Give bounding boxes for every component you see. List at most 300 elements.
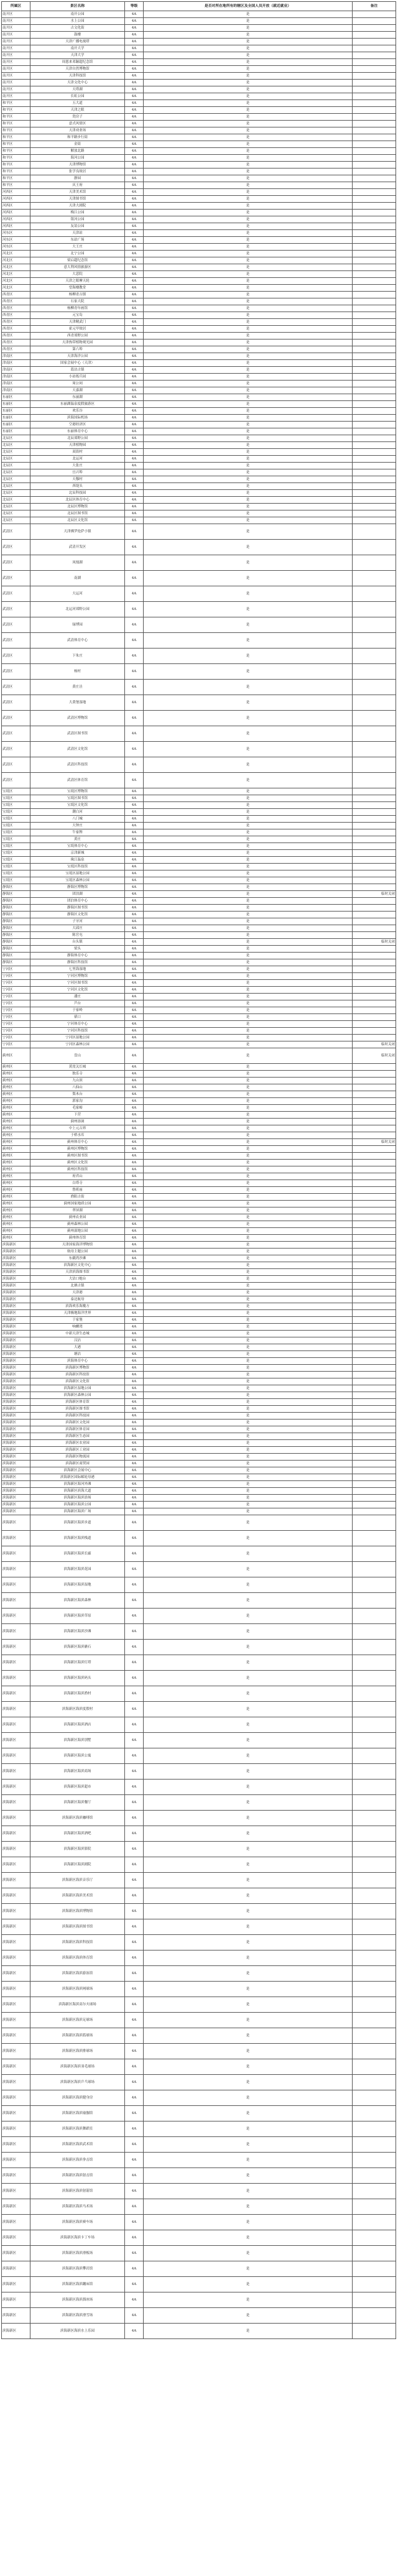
table-row [2, 2199, 396, 2215]
remarks-cell [353, 918, 396, 925]
open-status-cell: 是 [144, 1303, 353, 1310]
district-cell: 滨海新区 [2, 2090, 30, 2106]
district-cell: 西青区 [2, 298, 30, 305]
grade-cell: 4A [125, 251, 144, 257]
remarks-cell [353, 504, 396, 510]
district-cell: 和平区 [2, 169, 30, 175]
remarks-cell: 临时关闭 [353, 1048, 396, 1064]
grade-cell: 4A [125, 850, 144, 857]
attraction-name-cell: 滨海新区会展中心 [30, 1467, 125, 1474]
attraction-name-cell: 滨海新区海滨高尔夫球场 [30, 1997, 125, 2013]
grade-cell: 4A [125, 1413, 144, 1420]
district-cell: 和平区 [2, 141, 30, 148]
open-status-cell: 是 [144, 435, 353, 442]
table-row [2, 203, 396, 210]
grade-cell: 4A [125, 1269, 144, 1276]
remarks-cell [353, 271, 396, 278]
grade-cell: 4A [125, 1028, 144, 1035]
table-row [2, 1132, 396, 1139]
remarks-cell [353, 257, 396, 264]
table-row [2, 2292, 396, 2308]
open-status-cell: 是 [144, 843, 353, 850]
open-status-cell: 是 [144, 757, 353, 773]
remarks-cell [353, 107, 396, 114]
open-status-cell: 是 [144, 210, 353, 216]
attraction-name-cell: 俵口 [30, 1014, 125, 1021]
open-status-cell: 是 [144, 339, 353, 346]
open-status-cell: 是 [144, 829, 353, 836]
attraction-name-cell: 团泊体育中心 [30, 898, 125, 905]
open-status-cell: 是 [144, 216, 353, 223]
remarks-cell [353, 1249, 396, 1255]
remarks-cell [353, 773, 396, 788]
district-cell: 滨海新区 [2, 1399, 30, 1406]
remarks-cell [353, 1207, 396, 1214]
attraction-name-cell: 梅江公园 [30, 210, 125, 216]
open-status-cell: 是 [144, 1180, 353, 1187]
grade-cell: 4A [125, 1495, 144, 1502]
table-row [2, 401, 396, 408]
district-cell: 武清区 [2, 571, 30, 586]
district-cell: 南开区 [2, 45, 30, 52]
open-status-cell: 是 [144, 278, 353, 285]
attraction-name-cell: 北宁公园 [30, 251, 125, 257]
table-row [2, 422, 396, 428]
district-cell: 东丽区 [2, 408, 30, 415]
remarks-cell [353, 1780, 396, 1795]
table-header-row [2, 2, 396, 11]
open-status-cell: 是 [144, 114, 353, 121]
remarks-cell [353, 1255, 396, 1262]
attraction-name-cell: 府君山 [30, 1173, 125, 1180]
attraction-name-cell: 下营 [30, 1112, 125, 1119]
grade-cell: 4A [125, 182, 144, 189]
open-status-cell: 是 [144, 182, 353, 189]
open-status-cell: 是 [144, 1021, 353, 1028]
grade-cell: 4A [125, 1310, 144, 1317]
grade-cell: 4A [125, 891, 144, 898]
grade-cell: 4A [125, 73, 144, 80]
open-status-cell: 是 [144, 2199, 353, 2215]
grade-cell: 4A [125, 1733, 144, 1748]
remarks-cell [353, 216, 396, 223]
remarks-cell [353, 2121, 396, 2137]
open-status-cell: 是 [144, 1166, 353, 1173]
district-cell: 北辰区 [2, 476, 30, 483]
district-cell: 东丽区 [2, 415, 30, 422]
open-status-cell: 是 [144, 836, 353, 843]
attraction-name-cell: 滨海新区海滨草原 [30, 1609, 125, 1624]
grade-cell: 4A [125, 517, 144, 524]
grade-cell: 4A [125, 973, 144, 980]
open-status-cell: 是 [144, 1119, 353, 1125]
table-row [2, 1857, 396, 1873]
table-row [2, 490, 396, 497]
grade-cell: 4A [125, 1262, 144, 1269]
open-status-cell: 是 [144, 1324, 353, 1331]
table-row [2, 884, 396, 891]
table-row [2, 127, 396, 134]
district-cell: 滨海新区 [2, 1426, 30, 1433]
grade-cell: 4A [125, 932, 144, 939]
table-row [2, 442, 396, 449]
grade-cell: 4A [125, 1857, 144, 1873]
district-cell: 蓟州区 [2, 1064, 30, 1071]
district-cell: 武清区 [2, 773, 30, 788]
remarks-cell [353, 469, 396, 476]
grade-cell: 4A [125, 1904, 144, 1919]
table-row [2, 244, 396, 251]
remarks-cell [353, 1372, 396, 1378]
attraction-name-cell: 解放北路 [30, 148, 125, 155]
open-status-cell: 是 [144, 864, 353, 870]
remarks-cell [353, 966, 396, 973]
grade-cell: 4A [125, 1221, 144, 1228]
open-status-cell: 是 [144, 1982, 353, 1997]
attraction-name-cell: 静园 [30, 175, 125, 182]
grade-cell: 4A [125, 2137, 144, 2153]
table-row [2, 387, 396, 394]
table-row [2, 182, 396, 189]
grade-cell: 4A [125, 1531, 144, 1546]
table-row [2, 1269, 396, 1276]
remarks-cell [353, 141, 396, 148]
open-status-cell: 是 [144, 2075, 353, 2090]
grade-cell: 4A [125, 877, 144, 884]
district-cell: 河北区 [2, 251, 30, 257]
grade-cell: 4A [125, 1795, 144, 1811]
grade-cell: 4A [125, 1064, 144, 1071]
table-row [2, 1249, 396, 1255]
open-status-cell: 是 [144, 1276, 353, 1283]
grade-cell: 4A [125, 257, 144, 264]
open-status-cell: 是 [144, 2184, 353, 2199]
remarks-cell [353, 1166, 396, 1173]
district-cell: 滨海新区 [2, 1919, 30, 1935]
remarks-cell [353, 843, 396, 850]
district-cell: 滨海新区 [2, 2137, 30, 2153]
attraction-name-cell: 瓷房子 [30, 114, 125, 121]
district-cell: 滨海新区 [2, 1276, 30, 1283]
district-cell: 滨海新区 [2, 2308, 30, 2324]
open-status-cell: 是 [144, 2090, 353, 2106]
table-row [2, 2308, 396, 2324]
table-row [2, 823, 396, 829]
open-status-cell: 是 [144, 2121, 353, 2137]
table-row [2, 925, 396, 932]
attraction-name-cell: 滨海新区海滨蹦床馆 [30, 2277, 125, 2292]
remarks-cell [353, 435, 396, 442]
grade-cell: 4A [125, 1276, 144, 1283]
grade-cell: 4A [125, 2121, 144, 2137]
table-row [2, 1609, 396, 1624]
district-cell: 宁河区 [2, 973, 30, 980]
remarks-cell [353, 1454, 396, 1461]
grade-cell: 4A [125, 966, 144, 973]
attraction-name-cell: 银河公园 [30, 216, 125, 223]
open-status-cell: 是 [144, 1344, 353, 1351]
district-cell: 滨海新区 [2, 1242, 30, 1249]
remarks-cell [353, 230, 396, 237]
open-status-cell: 是 [144, 664, 353, 680]
district-cell: 静海区 [2, 939, 30, 946]
remarks-cell [353, 298, 396, 305]
grade-cell: 4A [125, 1420, 144, 1426]
remarks-cell [353, 162, 396, 169]
table-row [2, 1344, 396, 1351]
grade-cell: 4A [125, 1290, 144, 1296]
remarks-cell [353, 2292, 396, 2308]
grade-cell: 4A [125, 100, 144, 107]
district-cell: 滨海新区 [2, 1296, 30, 1303]
remarks-cell [353, 1461, 396, 1467]
grade-cell: 4A [125, 1454, 144, 1461]
open-status-cell: 是 [144, 1420, 353, 1426]
remarks-cell [353, 45, 396, 52]
grade-cell: 4A [125, 1160, 144, 1166]
grade-cell: 4A [125, 127, 144, 134]
grade-cell: 4A [125, 1655, 144, 1671]
attraction-name-cell: 西堤头 [30, 483, 125, 490]
remarks-cell [353, 1365, 396, 1372]
remarks-cell [353, 1235, 396, 1242]
district-cell: 蓟州区 [2, 1048, 30, 1064]
attraction-name-cell: 天津自然博物馆 [30, 66, 125, 73]
table-row [2, 2013, 396, 2028]
open-status-cell: 是 [144, 510, 353, 517]
open-status-cell: 是 [144, 504, 353, 510]
grade-cell: 4A [125, 1146, 144, 1153]
district-cell: 北辰区 [2, 449, 30, 456]
district-cell: 滨海新区 [2, 1454, 30, 1461]
open-status-cell: 是 [144, 1474, 353, 1481]
remarks-cell: 临时关闭 [353, 1139, 396, 1146]
table-row [2, 1324, 396, 1331]
remarks-cell [353, 1997, 396, 2013]
remarks-cell [353, 1105, 396, 1112]
attraction-name-cell: 天津之眼摩天轮 [30, 278, 125, 285]
table-row [2, 1317, 396, 1324]
district-cell: 南开区 [2, 32, 30, 39]
grade-cell: 4A [125, 1317, 144, 1324]
open-status-cell: 是 [144, 2215, 353, 2230]
open-status-cell: 是 [144, 59, 353, 66]
open-status-cell: 是 [144, 2059, 353, 2075]
remarks-cell [353, 52, 396, 59]
open-status-cell: 是 [144, 788, 353, 795]
open-status-cell: 是 [144, 305, 353, 312]
remarks-cell [353, 2277, 396, 2292]
grade-cell: 4A [125, 1091, 144, 1098]
attraction-name-cell: 梁启超纪念馆 [30, 257, 125, 264]
attraction-name-cell: 宁河体育中心 [30, 1021, 125, 1028]
remarks-cell [353, 680, 396, 695]
remarks-cell [353, 2106, 396, 2121]
district-cell: 滨海新区 [2, 1966, 30, 1982]
remarks-cell [353, 1515, 396, 1531]
table-row [2, 39, 396, 45]
district-cell: 静海区 [2, 912, 30, 918]
attraction-name-cell: 滨海新区体育园 [30, 1426, 125, 1433]
table-row [2, 435, 396, 442]
district-cell: 宝坻区 [2, 843, 30, 850]
table-row [2, 898, 396, 905]
attraction-name-cell: 宁河区文化馆 [30, 987, 125, 994]
attraction-name-cell: 滨海新区海滨瑜伽馆 [30, 2106, 125, 2121]
open-status-cell: 是 [144, 925, 353, 932]
grade-cell: 4A [125, 524, 144, 540]
remarks-cell [353, 946, 396, 953]
open-status-cell: 是 [144, 1064, 353, 1071]
table-row [2, 1515, 396, 1531]
table-row [2, 504, 396, 510]
attraction-name-cell: 武清区文化馆 [30, 742, 125, 757]
grade-cell: 4A [125, 18, 144, 25]
table-row [2, 2044, 396, 2059]
table-row [2, 1290, 396, 1296]
district-cell: 河西区 [2, 196, 30, 203]
remarks-cell [353, 39, 396, 45]
open-status-cell: 是 [144, 394, 353, 401]
attraction-name-cell: 白塔寺 [30, 1180, 125, 1187]
district-cell: 宁河区 [2, 1041, 30, 1048]
open-status-cell: 是 [144, 1406, 353, 1413]
grade-cell: 4A [125, 510, 144, 517]
district-cell: 武清区 [2, 757, 30, 773]
table-row [2, 680, 396, 695]
attraction-name-cell: 滨海新区海滨篮球场 [30, 2028, 125, 2044]
attraction-name-cell: 望海楼教堂 [30, 285, 125, 292]
grade-cell: 4A [125, 469, 144, 476]
grade-cell: 4A [125, 374, 144, 381]
remarks-cell [353, 1303, 396, 1310]
open-status-cell: 是 [144, 1351, 353, 1358]
district-cell: 滨海新区 [2, 1365, 30, 1372]
open-status-cell: 是 [144, 1686, 353, 1702]
attraction-name-cell: 庆王府 [30, 182, 125, 189]
remarks-cell [353, 1857, 396, 1873]
remarks-cell [353, 617, 396, 633]
remarks-cell [353, 210, 396, 216]
remarks-cell [353, 1531, 396, 1546]
remarks-cell [353, 1888, 396, 1904]
attraction-name-cell: 石家大院 [30, 298, 125, 305]
remarks-cell [353, 2013, 396, 2028]
remarks-cell [353, 1508, 396, 1515]
open-status-cell: 是 [144, 428, 353, 435]
open-status-cell: 是 [144, 742, 353, 757]
remarks-cell [353, 127, 396, 134]
remarks-cell [353, 1132, 396, 1139]
remarks-cell [353, 312, 396, 319]
remarks-cell [353, 1064, 396, 1071]
open-status-cell: 是 [144, 823, 353, 829]
attraction-name-cell: 武清区体育馆 [30, 773, 125, 788]
grade-cell: 4A [125, 1337, 144, 1344]
grade-cell: 4A [125, 312, 144, 319]
district-cell: 南开区 [2, 66, 30, 73]
remarks-cell [353, 2090, 396, 2106]
grade-cell: 4A [125, 2277, 144, 2292]
grade-cell: 4A [125, 346, 144, 353]
grade-cell: 4A [125, 11, 144, 18]
grade-cell: 4A [125, 504, 144, 510]
remarks-cell [353, 2324, 396, 2339]
remarks-cell [353, 456, 396, 463]
remarks-cell [353, 1935, 396, 1950]
table-row [2, 1717, 396, 1733]
attraction-name-cell: 天津科技馆 [30, 73, 125, 80]
attraction-name-cell: 东丽体育中心 [30, 428, 125, 435]
district-cell: 西青区 [2, 305, 30, 312]
grade-cell: 4A [125, 1392, 144, 1399]
grade-cell: 4A [125, 1702, 144, 1717]
district-cell: 蓟州区 [2, 1112, 30, 1119]
remarks-cell [353, 244, 396, 251]
remarks-cell [353, 1426, 396, 1433]
open-status-cell: 是 [144, 1153, 353, 1160]
header-district: 所属区 [2, 2, 30, 11]
open-status-cell: 是 [144, 360, 353, 367]
district-cell: 滨海新区 [2, 1671, 30, 1686]
open-status-cell: 是 [144, 1447, 353, 1454]
grade-cell: 4A [125, 602, 144, 617]
remarks-cell [353, 1071, 396, 1078]
attraction-name-cell: 滨海新区滨海大道 [30, 1488, 125, 1495]
district-cell: 滨海新区 [2, 1508, 30, 1515]
remarks-cell [353, 223, 396, 230]
table-row [2, 1811, 396, 1826]
attraction-name-cell: 滨海新区工业园 [30, 1447, 125, 1454]
table-row [2, 1640, 396, 1655]
attraction-name-cell: 滨海新区海滨图书馆 [30, 1919, 125, 1935]
district-cell: 宝坻区 [2, 802, 30, 809]
table-row [2, 1488, 396, 1495]
district-cell: 滨海新区 [2, 2199, 30, 2215]
district-cell: 滨海新区 [2, 2044, 30, 2059]
table-row [2, 107, 396, 114]
attraction-name-cell: 滨海新区海滨武术馆 [30, 2137, 125, 2153]
open-status-cell: 是 [144, 497, 353, 504]
attraction-name-cell: 翠屏湖 [30, 1207, 125, 1214]
table-row [2, 374, 396, 381]
table-row [2, 905, 396, 912]
grade-cell: 4A [125, 2324, 144, 2339]
open-status-cell: 是 [144, 540, 353, 555]
district-cell: 滨海新区 [2, 1303, 30, 1310]
attraction-name-cell: 意大利风情旅游区 [30, 264, 125, 271]
grade-cell: 4A [125, 39, 144, 45]
attraction-name-cell: 鲁班庙 [30, 1187, 125, 1194]
table-row [2, 517, 396, 524]
open-status-cell: 是 [144, 1146, 353, 1153]
table-row [2, 210, 396, 216]
table-row [2, 2246, 396, 2261]
attraction-name-cell: 滨海新区海滨剧院 [30, 1857, 125, 1873]
district-cell: 宝坻区 [2, 877, 30, 884]
district-cell: 和平区 [2, 114, 30, 121]
grade-cell: 4A [125, 298, 144, 305]
open-status-cell: 是 [144, 617, 353, 633]
table-row [2, 2090, 396, 2106]
attraction-name-cell: 天津劝业场 [30, 127, 125, 134]
attraction-name-cell: 天穆村 [30, 476, 125, 483]
grade-cell: 4A [125, 1997, 144, 2013]
grade-cell: 4A [125, 1344, 144, 1351]
attraction-name-cell: 滨海新区海滨音乐厅 [30, 1873, 125, 1888]
remarks-cell [353, 711, 396, 726]
district-cell: 东丽区 [2, 422, 30, 428]
